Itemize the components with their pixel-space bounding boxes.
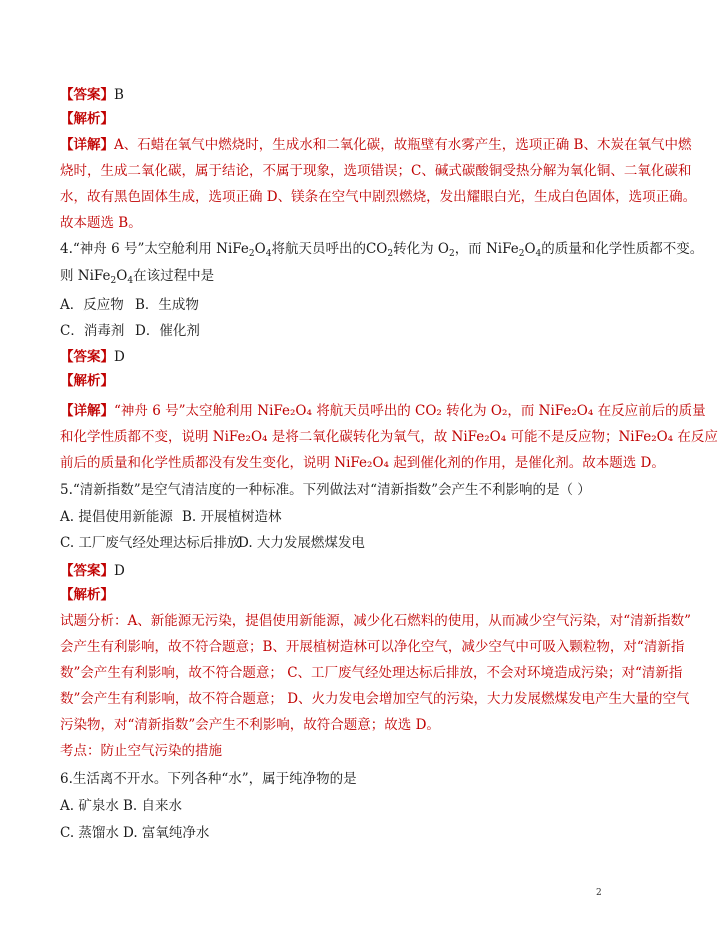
- q4-analysis-label: 【解析】: [60, 373, 114, 389]
- q4-options-row-1: [60, 296, 199, 314]
- page-number: 2: [596, 888, 602, 898]
- answer-value: B: [114, 87, 124, 103]
- answer-label: 【答案】: [60, 349, 114, 365]
- subscript: 2: [387, 249, 394, 259]
- answer-label: 【答案】: [60, 563, 114, 579]
- q4-detail-line-3: 前后的质量和化学性质都没有发生变化，说明 NiFe₂O₄ 起到催化剂的作用，是催化剂。故本题选 D。: [60, 455, 665, 471]
- answer-label: 【答案】: [60, 87, 114, 103]
- q5-analysis-label: 【解析】: [60, 587, 114, 603]
- q3-detail-line-2: 烧时，生成二氧化碳，属于结论，不属于现象，选项错误；C、碱式碳酸铜受热分解为氧化铜、二氧化碳和: [60, 163, 692, 179]
- stem-part: 则 NiFe: [60, 268, 111, 284]
- q5-option-c: C. 工厂废气经处理达标后排放: [60, 535, 241, 551]
- q6-option-c: C. 蒸馏水: [60, 825, 119, 841]
- q6-option-b: B. 自来水: [123, 798, 183, 814]
- q5-options-row-1: [60, 508, 282, 526]
- subscript: 2: [518, 249, 525, 259]
- stem-part: O: [116, 268, 128, 284]
- q3-answer: [60, 86, 124, 104]
- q4-stem-line-2: [60, 267, 214, 290]
- q6-options-row-1: [60, 797, 182, 815]
- detail-label: 【详解】: [60, 137, 114, 153]
- q4-stem-line-1: [60, 240, 703, 263]
- q4-answer: [60, 348, 125, 366]
- q5-stem: 5.“清新指数”是空气清洁度的一种标准。下列做法对“清新指数”会产生不利影响的是（ ）: [60, 482, 591, 498]
- q5-answer: [60, 562, 125, 580]
- q5-analysis-line-1: 试题分析：A、新能源无污染，提倡使用新能源，减少化石燃料的使用，从而减少空气污染，对“清新指数”: [60, 613, 692, 629]
- subscript: 4: [127, 276, 134, 286]
- stem-part: ，而 NiFe: [454, 241, 519, 257]
- q4-option-b: B．生成物: [135, 297, 199, 313]
- q3-detail-line-3: 水，故有黑色固体生成，选项正确 D、镁条在空气中剧烈燃烧，发出耀眼白光，生成白色固体，选项正确。: [60, 189, 697, 205]
- stem-part: 4.“神舟 6 号”太空舱利用 NiFe: [60, 241, 249, 257]
- answer-value: D: [114, 349, 125, 365]
- subscript: 2: [448, 249, 455, 259]
- q4-options-row-2: [60, 322, 200, 340]
- subscript: 4: [265, 249, 272, 259]
- answer-value: D: [114, 563, 125, 579]
- q5-option-a: A. 提倡使用新能源: [60, 509, 173, 525]
- q6-stem: 6.生活离不开水。下列各种“水”，属于纯净物的是: [60, 771, 357, 787]
- q4-option-d: D．催化剂: [135, 323, 200, 339]
- q5-analysis-line-5: 污染物，对“清新指数”会产生不利影响，故符合题意；故选 D。: [60, 717, 440, 733]
- q5-options-row-2: [60, 534, 365, 552]
- q6-options-row-2: [60, 824, 209, 842]
- stem-part: 的质量和化学性质都不变。: [541, 241, 704, 257]
- q6-option-a: A. 矿泉水: [60, 798, 119, 814]
- q5-option-b: B. 开展植树造林: [182, 509, 282, 525]
- subscript: 2: [248, 249, 255, 259]
- q4-option-a: A．反应物: [60, 297, 124, 313]
- detail-label: 【详解】: [60, 403, 114, 419]
- q6-option-d: D. 富氧纯净水: [123, 825, 210, 841]
- subscript: 2: [110, 276, 117, 286]
- stem-part: O: [254, 241, 266, 257]
- q3-detail-line-1: [60, 136, 691, 154]
- q3-detail-line-4: 故本题选 B。: [60, 215, 142, 231]
- q4-detail-line-1: [60, 402, 706, 420]
- subscript: 4: [535, 249, 542, 259]
- q5-analysis-line-2: 会产生有利影响，故不符合题意；B、开展植树造林可以净化空气，减少空气中可吸入颗粒物，对“清新指: [60, 639, 685, 655]
- detail-text: “神舟 6 号”太空舱利用 NiFe₂O₄ 将航天员呼出的 CO₂ 转化为 O₂，而 NiFe₂O₄ 在反应前后的质量: [114, 403, 706, 419]
- q5-kaodian: 考点：防止空气污染的措施: [60, 743, 222, 759]
- q4-detail-line-2: 和化学性质都不变，说明 NiFe₂O₄ 是将二氧化碳转化为氧气，故 NiFe₂O₄ 可能不是反应物；NiFe₂O₄ 在反应: [60, 429, 718, 445]
- q5-option-d: D. 大力发展燃煤发电: [238, 535, 365, 551]
- q4-option-c: C．消毒剂: [60, 323, 125, 339]
- stem-part: 在该过程中是: [133, 268, 215, 284]
- stem-part: O: [524, 241, 536, 257]
- detail-text: A、石蜡在氧气中燃烧时，生成水和二氧化碳，故瓶壁有水雾产生，选项正确 B、木炭在氧气中燃: [114, 137, 692, 153]
- stem-part: 将航天员呼出的CO: [271, 241, 388, 257]
- stem-part: 转化为 O: [393, 241, 449, 257]
- q5-analysis-line-3: 数”会产生有利影响，故不符合题意； C、工厂废气经处理达标后排放，不会对环境造成污染；对“清新指: [60, 665, 683, 681]
- q5-analysis-line-4: 数”会产生有利影响，故不符合题意； D、火力发电会增加空气的污染，大力发展燃煤发电产生大量的空气: [60, 691, 690, 707]
- q3-analysis-label: 【解析】: [60, 111, 114, 127]
